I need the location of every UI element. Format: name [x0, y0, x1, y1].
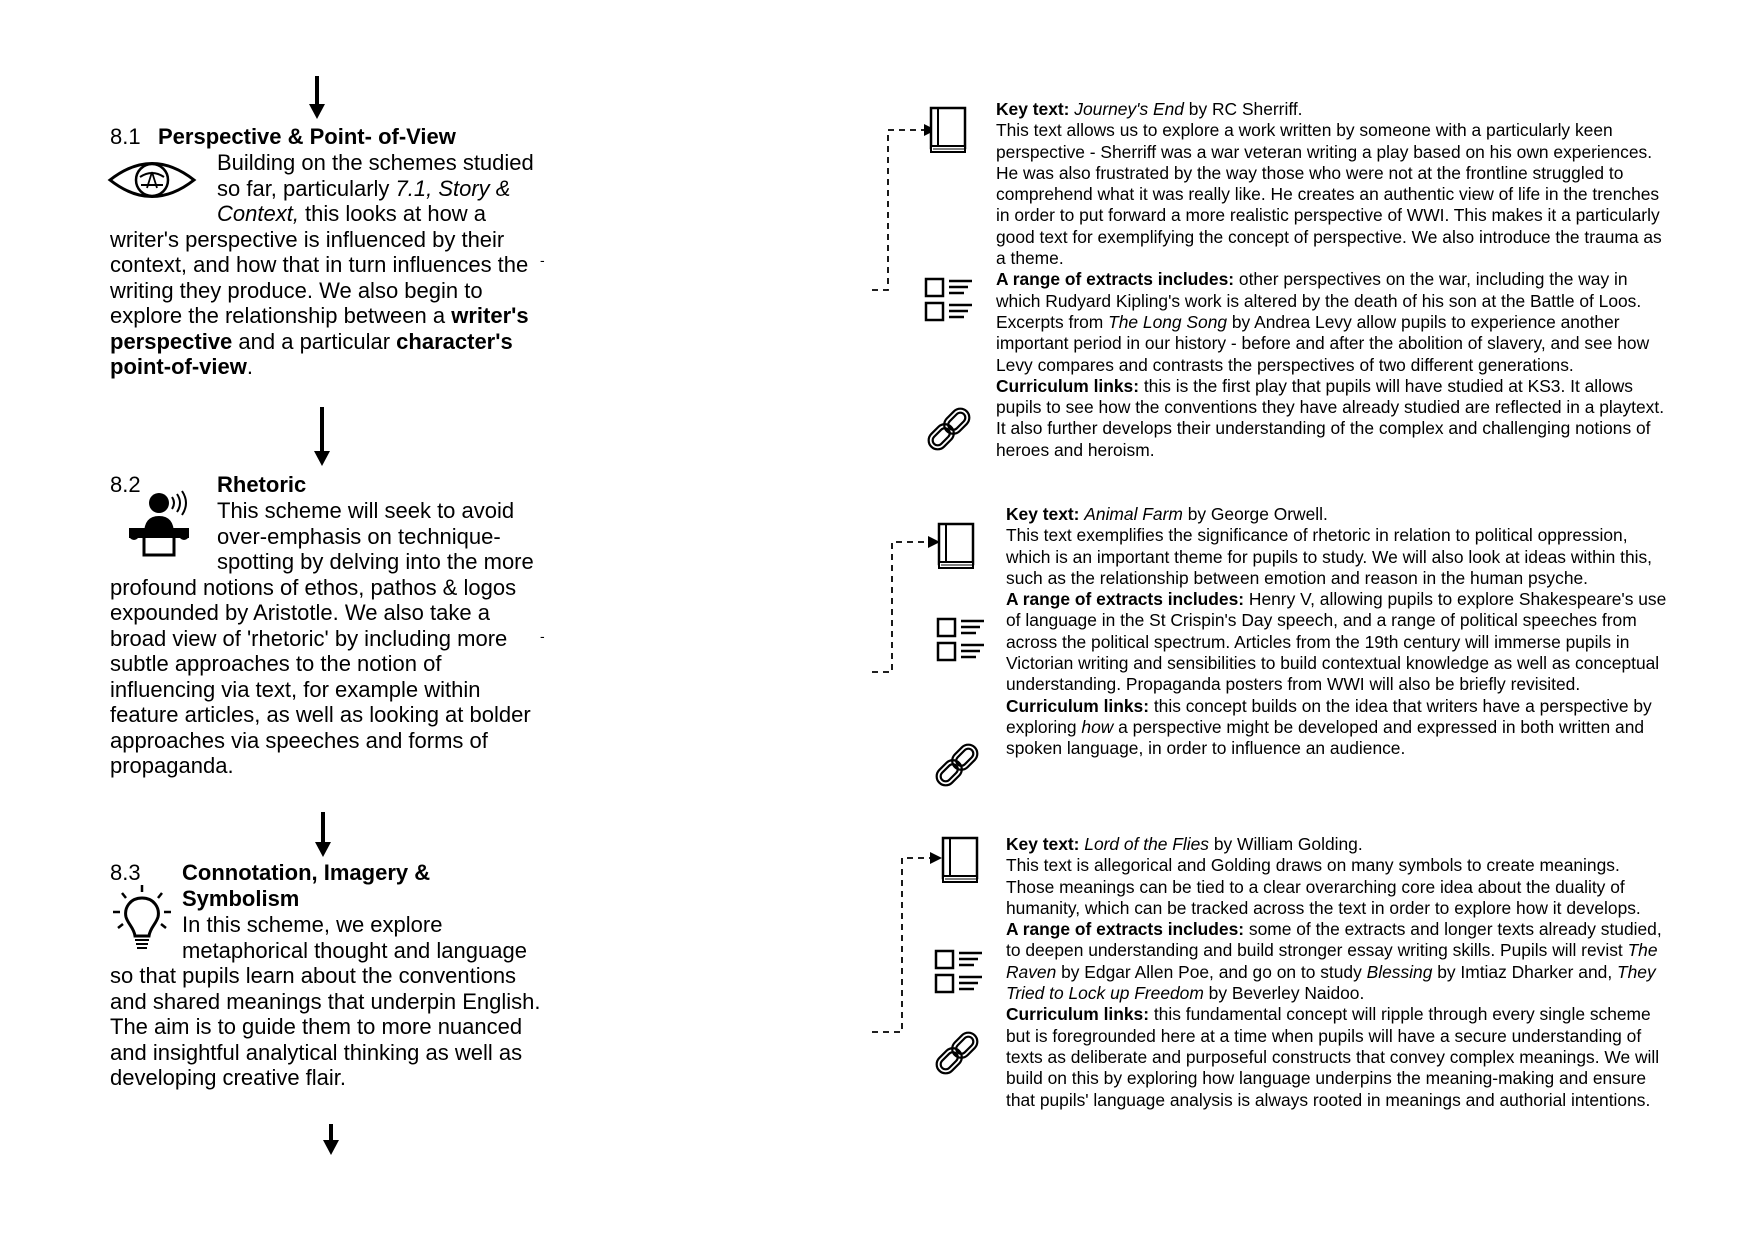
- section-heading: [110, 124, 550, 150]
- book-icon: [928, 106, 968, 159]
- flow-arrow-top: [307, 76, 327, 120]
- section-8-2-text: [110, 498, 540, 779]
- curriculum-links-emphasis: how: [1081, 716, 1114, 737]
- section-heading: [110, 860, 550, 886]
- extracts-title: Blessing: [1366, 961, 1433, 982]
- section-8-3: [110, 860, 550, 912]
- flow-arrow-bottom: [321, 1124, 341, 1156]
- extracts-title: The Long Song: [1108, 311, 1228, 332]
- key-text-author: by RC Sherriff.: [1183, 99, 1303, 119]
- description-text: Building on the schemes studied so far, particularly: [217, 150, 534, 201]
- checklist-icon: [934, 948, 984, 1001]
- curriculum-links-label: Curriculum links:: [1006, 1004, 1150, 1025]
- section-8-1: [110, 124, 550, 150]
- extracts-text: by Edgar Allen Poe, and go on to study: [1056, 961, 1367, 982]
- extracts-text: by Imtiaz Dharker and,: [1432, 961, 1617, 982]
- extracts-text: Henry V, allowing pupils to explore Shakespeare's use of language in the St Crispin's Day speech, and a range of political speeches from across the political spectrum. Articles from the 19th century will immerse pupils in Victorian writing and sensibilities to build contextual knowledge as well as conceptual understanding. Propaganda posters from WWI will also be briefly revisited.: [1006, 589, 1667, 695]
- section-heading-line-2: [110, 886, 550, 912]
- extracts-label: A range of extracts includes:: [1006, 589, 1245, 610]
- section-8-1-text: [110, 150, 550, 380]
- scheme-reference: 7.1, Story & Context,: [217, 175, 511, 226]
- checklist-icon: [936, 616, 986, 669]
- curriculum-links-text: this fundamental concept will ripple through every single scheme but is foregrounded here at a time when pupils will have a secure understanding of texts as deliberate and purposeful constructs that convey complex meanings. We will build on this by exploring how language underpins the meaning-making and ensure that pupils' language analysis is always rooted in meanings and authorial intentions.: [1006, 1004, 1660, 1110]
- key-text-label: Key text:: [1006, 504, 1080, 524]
- section-title: Symbolism: [182, 886, 300, 911]
- icon-float-spacer: [110, 912, 182, 963]
- curriculum-links-text: a perspective might be developed and expressed in both written and spoken language, in order to influence an audience.: [1006, 716, 1645, 759]
- extracts-paragraph: [1006, 919, 1672, 1004]
- extracts-label: A range of extracts includes:: [1006, 919, 1245, 940]
- key-text-title: Lord of the Flies: [1084, 834, 1209, 854]
- key-text-author: by George Orwell.: [1182, 504, 1328, 524]
- section-title: Perspective & Point- of-View: [158, 124, 456, 149]
- book-icon: [936, 522, 976, 575]
- curriculum-links-label: Curriculum links:: [996, 375, 1140, 396]
- key-text-label: Key text:: [1006, 834, 1080, 854]
- curriculum-links-label: Curriculum links:: [1006, 695, 1150, 716]
- margin-tick: -: [540, 628, 545, 644]
- icon-float-spacer: [110, 498, 217, 574]
- extracts-paragraph: [996, 269, 1672, 375]
- connector-block-3: [870, 850, 950, 1040]
- description-text: and a particular: [232, 328, 397, 354]
- text-block-lord-of-the-flies: [1006, 834, 1672, 1111]
- curriculum-links-paragraph: [1006, 1004, 1672, 1110]
- key-text-paragraph: [1006, 834, 1672, 855]
- extracts-label: A range of extracts includes:: [996, 269, 1235, 290]
- text-block-journeys-end: [996, 99, 1672, 461]
- key-term: writer's perspective: [110, 303, 529, 354]
- section-title: Rhetoric: [217, 472, 307, 497]
- curriculum-links-text: this concept builds on the idea that writers have a perspective by exploring: [1006, 695, 1652, 737]
- description-text: This scheme will seek to avoid over-emphasis on technique-spotting by delving into the more profound notions of ethos, pathos & logos expounded by Aristotle. We also take a broad view of 'rhetoric' by including more subtle approaches to the notion of influencing via text, for example within feature articles, as well as looking at bolder approaches via speeches and forms of propaganda.: [110, 498, 534, 778]
- curriculum-links-paragraph: [1006, 696, 1672, 760]
- description-text: this looks at how a writer's perspective is influenced by their context, and how that in turn influences the writing they produce. We also begin to explore the relationship between a: [110, 201, 529, 328]
- extracts-paragraph: [1006, 589, 1672, 695]
- curriculum-links-paragraph: [996, 376, 1672, 461]
- section-number: 8.3: [110, 860, 141, 885]
- section-title: Connotation, Imagery &: [182, 860, 431, 885]
- flow-arrow-8-2-to-8-3: [313, 812, 333, 858]
- chain-link-icon: [930, 738, 984, 797]
- key-term: character's point-of-view: [110, 328, 513, 379]
- key-text-title: Journey's End: [1074, 99, 1184, 119]
- section-8-2: [110, 472, 550, 498]
- checklist-icon: [924, 276, 974, 329]
- key-text-description: This text exemplifies the significance of rhetoric in relation to political oppression, which is an important theme for pupils to study. We will also look at ideas within this, such as the relationship between emotion and reason in the human psyche.: [1006, 525, 1653, 588]
- key-text-paragraph: [1006, 504, 1672, 525]
- chain-link-icon: [930, 1026, 984, 1085]
- extracts-title: The Raven: [1006, 940, 1658, 982]
- margin-tick: -: [540, 252, 545, 268]
- extracts-title: They Tried to Lock up Freedom: [1006, 961, 1656, 1004]
- key-text-author: by William Golding.: [1209, 834, 1363, 854]
- section-8-3-text: [110, 912, 555, 1091]
- key-text-description: This text allows us to explore a work written by someone with a particularly keen perspective - Sherriff was a war veteran writing a play based on his own experiences. He was also frustrated by the way those who were not at the frontline struggled to comprehend what it was really like. He creates an authentic view of life in the trenches in order to put forward a more realistic perspective of WWI. This makes it a particularly good text for exemplifying the concept of perspective. We also introduce the trauma as a theme.: [996, 120, 1662, 269]
- key-text-title: Animal Farm: [1084, 504, 1183, 524]
- section-number: 8.2: [110, 472, 141, 497]
- book-icon: [940, 836, 980, 889]
- extracts-text: other perspectives on the war, including the way in which Rudyard Kipling's work is altered by the death of his son at the Battle of Loos. Excerpts from: [996, 269, 1642, 332]
- key-text-description: This text is allegorical and Golding draws on many symbols to create meanings. Those meanings can be tied to a clear overarching core idea about the duality of humanity, which can be tracked across the text in order to explore how it develops.: [1006, 855, 1641, 918]
- section-number: 8.1: [110, 124, 141, 149]
- text-block-animal-farm: [1006, 504, 1672, 760]
- description-text: In this scheme, we explore metaphorical thought and language so that pupils learn about the conventions and shared meanings that underpin English. The aim is to guide them to more nuanced and insightful analytical thinking as well as developing creative flair.: [110, 912, 541, 1090]
- extracts-text: some of the extracts and longer texts already studied, to deepen understanding and build stronger essay writing skills. Pupils will revist: [1006, 919, 1662, 961]
- extracts-text: by Beverley Naidoo.: [1203, 983, 1365, 1004]
- chain-link-icon: [922, 402, 976, 461]
- flow-arrow-8-1-to-8-2: [312, 407, 332, 467]
- key-text-paragraph: [996, 99, 1672, 120]
- description-text: .: [246, 354, 253, 379]
- extracts-text: by Andrea Levy allow pupils to experience another important period in our history - before and after the abolition of slavery, and see how Levy compares and contrasts the perspectives of two different generations.: [996, 311, 1650, 375]
- icon-float-spacer: [110, 150, 217, 226]
- curriculum-links-text: this is the first play that pupils will have studied at KS3. It allows pupils to see how the conventions they have already studied are reflected in a playtext. It also further develops their understanding of the complex and challenging notions of heroes and heroism.: [996, 375, 1665, 460]
- key-text-label: Key text:: [996, 99, 1070, 119]
